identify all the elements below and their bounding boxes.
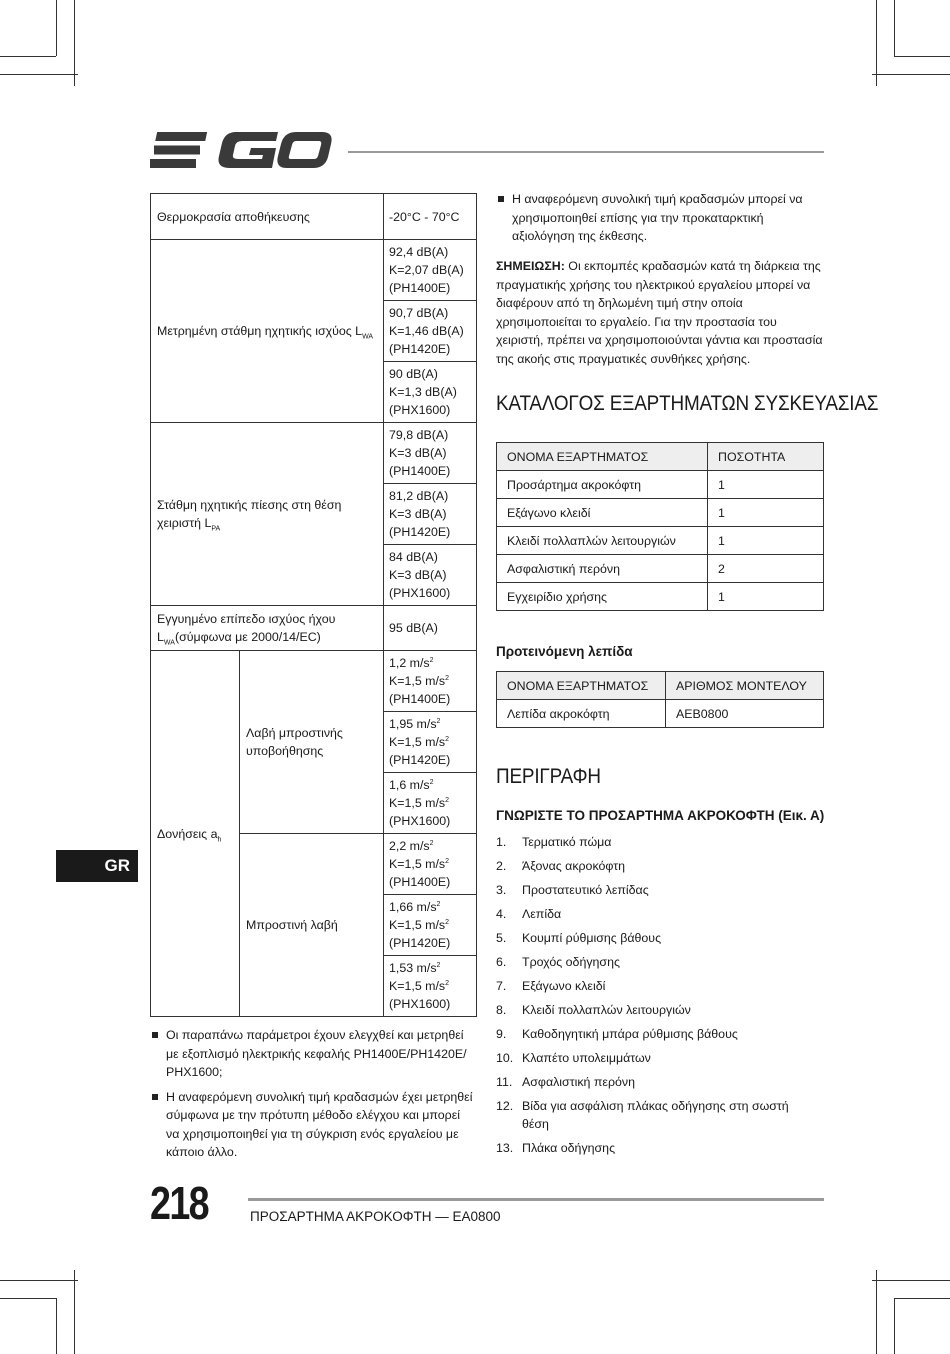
crop-mark xyxy=(56,0,57,56)
crop-mark xyxy=(894,1298,950,1299)
table-header-row xyxy=(497,672,824,700)
column-header: ΠΟΣΟΤΗΤΑ xyxy=(708,443,824,471)
spec-value: 79,8 dB(A) K=3 dB(A) (PH1400E) xyxy=(384,423,477,484)
spec-value: 84 dB(A) K=3 dB(A) (PHX1600) xyxy=(384,545,477,606)
table-cell: Εγχειρίδιο χρήσης xyxy=(497,583,708,611)
parts-list xyxy=(496,833,816,1163)
note-label: ΣΗΜΕΙΩΣΗ: xyxy=(496,259,565,273)
table-row xyxy=(151,240,477,301)
table-cell: Ασφαλιστική περόνη xyxy=(497,555,708,583)
crop-mark xyxy=(0,1280,78,1281)
list-item-text: Τροχός οδήγησης xyxy=(522,955,620,969)
spec-value: 90 dB(A) K=1,3 dB(A) (PHX1600) xyxy=(384,362,477,423)
list-item-number: 4. xyxy=(496,907,507,921)
table-row xyxy=(151,606,477,651)
spec-value: 1,53 $m/s^2$ K=1,5 $m/s^2$ (PHX1600) xyxy=(384,956,477,1017)
crop-mark xyxy=(0,74,78,75)
table-row xyxy=(151,423,477,484)
list-item-number: 5. xyxy=(496,931,507,945)
list-item-text: Προστατευτικό λεπίδας xyxy=(522,883,649,897)
column-header: ΑΡΙΘΜΟΣ ΜΟΝΤΕΛΟΥ xyxy=(666,672,824,700)
description-subtitle: ΓΝΩΡΙΣΤΕ ΤΟ ΠΡΟΣΑΡΤΗΜΑ ΑΚΡΟΚΟΦΤΗ (Εικ. Α) xyxy=(496,808,825,823)
list-item: Η αναφερόμενη συνολική τιμή κραδασμών έχει μετρηθεί σύμφωνα με την πρότυπη μέθοδο ελέγχου και μπορεί να χρησιμοποιηθεί για τη σύγκριση ενός εργαλείου με κάποιο άλλο. xyxy=(150,1088,475,1162)
list-item xyxy=(496,833,816,851)
spec-value: -20°C - 70°C xyxy=(384,194,477,240)
spec-value: 1,6 $m/s^2$ K=1,5 $m/s^2$ (PHX1600) xyxy=(384,773,477,834)
packing-list-title: ΚΑΤΑΛΟΓΟΣ ΕΞΑΡΤΗΜΑΤΩΝ ΣΥΣΚΕΥΑΣΙΑΣ xyxy=(496,392,879,415)
list-item xyxy=(496,1025,816,1043)
crop-mark xyxy=(872,1280,950,1281)
list-item xyxy=(496,905,816,923)
list-item-number: 10. xyxy=(496,1051,514,1065)
spec-label: Μετρημένη στάθμη ηχητικής ισχύος $L_{WA}$ xyxy=(151,240,384,423)
table-header-row xyxy=(497,443,824,471)
list-item-text: Άξονας ακροκόφτη xyxy=(522,859,626,873)
table-cell: 2 xyxy=(708,555,824,583)
spec-value: 2,2 $m/s^2$ K=1,5 $m/s^2$ (PH1400E) xyxy=(384,834,477,895)
table-cell: Κλειδί πολλαπλών λειτουργιών xyxy=(497,527,708,555)
language-tab: GR xyxy=(56,850,138,882)
column-header: ΟΝΟΜΑ ΕΞΑΡΤΗΜΑΤΟΣ xyxy=(497,443,708,471)
table-row xyxy=(497,471,824,499)
footer-rule xyxy=(248,1198,824,1201)
spec-sublabel: Λαβή μπροστινής υποβοήθησης xyxy=(240,651,384,834)
list-item-number: 1. xyxy=(496,835,507,849)
spec-label: Δονήσεις $a_h$ xyxy=(151,651,240,1017)
list-item-text: Λεπίδα xyxy=(522,907,562,921)
table-cell: 1 xyxy=(708,499,824,527)
spec-value: 81,2 dB(A) K=3 dB(A) (PH1420E) xyxy=(384,484,477,545)
list-item-number: 12. xyxy=(496,1099,514,1113)
footer-title: ΠΡΟΣΑΡΤΗΜΑ ΑΚΡΟΚΟΦΤΗ — EA0800 xyxy=(250,1209,501,1224)
list-item xyxy=(496,881,816,899)
spec-value: 1,2 $m/s^2$ K=1,5 $m/s^2$ (PH1400E) xyxy=(384,651,477,712)
list-item xyxy=(496,1073,816,1091)
crop-mark xyxy=(894,1298,895,1354)
list-item xyxy=(496,1139,816,1157)
page-number: 218 xyxy=(150,1177,209,1229)
list-item-text: Τερματικό πώμα xyxy=(522,835,612,849)
table-cell: Λεπίδα ακροκόφτη xyxy=(497,700,666,728)
list-item-number: 9. xyxy=(496,1027,507,1041)
list-item xyxy=(496,1049,816,1067)
list-item: Η αναφερόμενη συνολική τιμή κραδασμών μπορεί να χρησιμοποιηθεί επίσης για την προκαταρκτική αξιολόγηση της έκθεσης. xyxy=(496,190,816,246)
crop-mark xyxy=(872,74,950,75)
table-cell: 1 xyxy=(708,583,824,611)
table-cell: Εξάγωνο κλειδί xyxy=(497,499,708,527)
crop-mark xyxy=(0,56,56,57)
list-item-number: 6. xyxy=(496,955,507,969)
list-item xyxy=(496,977,816,995)
description-title: ΠΕΡΙΓΡΑΦΗ xyxy=(496,765,601,788)
table-row xyxy=(497,700,824,728)
list-item: Οι παραπάνω παράμετροι έχουν ελεγχθεί και μετρηθεί με εξοπλισμό ηλεκτρικής κεφαλής PH1400E/PH1420E/ PHX1600; xyxy=(150,1026,475,1082)
blade-title: Προτεινόμενη λεπίδα xyxy=(496,644,633,659)
spec-value: 90,7 dB(A) K=1,46 dB(A) (PH1420E) xyxy=(384,301,477,362)
table-row xyxy=(151,651,477,712)
crop-mark xyxy=(876,1270,877,1354)
spec-label: Εγγυημένο επίπεδο ισχύος ήχου $L_{WA}(\sigma ύ\mu\varphi\omega\nu\alpha$ με 2000/14/EC) xyxy=(151,606,384,651)
column-header: ΟΝΟΜΑ ΕΞΑΡΤΗΜΑΤΟΣ xyxy=(497,672,666,700)
list-item-number: 7. xyxy=(496,979,507,993)
spec-label: Θερμοκρασία αποθήκευσης xyxy=(151,194,384,240)
list-item xyxy=(496,857,816,875)
list-item-text: Ασφαλιστική περόνη xyxy=(522,1075,635,1089)
list-item-number: 2. xyxy=(496,859,507,873)
list-item xyxy=(496,1097,816,1133)
table-cell: Προσάρτημα ακροκόφτη xyxy=(497,471,708,499)
crop-mark xyxy=(56,1298,57,1354)
blade-table xyxy=(496,671,824,728)
table-row xyxy=(151,194,477,240)
spec-sublabel: Μπροστινή λαβή xyxy=(240,834,384,1017)
table-cell: AEB0800 xyxy=(666,700,824,728)
list-item-text: Πλάκα οδήγησης xyxy=(522,1141,616,1155)
list-item xyxy=(496,953,816,971)
list-item-text: Κλαπέτο υπολειμμάτων xyxy=(522,1051,651,1065)
header-rule xyxy=(348,151,824,153)
packing-list-table xyxy=(496,442,824,611)
note-paragraph xyxy=(496,257,824,368)
crop-mark xyxy=(894,0,895,56)
left-bullet-list xyxy=(150,1026,475,1168)
ego-logo xyxy=(150,128,332,172)
spec-value: 95 dB(A) xyxy=(384,606,477,651)
table-row xyxy=(497,583,824,611)
list-item-text: Εξάγωνο κλειδί xyxy=(522,979,606,993)
list-item-text: Βίδα για ασφάλιση πλάκας οδήγησης στη σωστή θέση xyxy=(522,1099,789,1131)
note-text: Οι εκπομπές κραδασμών κατά τη διάρκεια της πραγματικής χρήσης του ηλεκτρικού εργαλείου μπορεί να διαφέρουν από τη δηλωμένη τιμή στην οποία χρησιμοποιείται το εργαλείο. Για την προστασία του χειριστή, πρέπει να χρησιμοποιούνται γάντια και προστασία της ακοής στις πραγματικές συνθήκες χρήσης. xyxy=(496,259,823,366)
list-item xyxy=(496,929,816,947)
list-item-number: 13. xyxy=(496,1141,514,1155)
list-item-text: Κουμπί ρύθμισης βάθους xyxy=(522,931,662,945)
spec-value: 1,66 $m/s^2$ K=1,5 $m/s^2$ (PH1420E) xyxy=(384,895,477,956)
list-item-text: Κλειδί πολλαπλών λειτουργιών xyxy=(522,1003,691,1017)
spec-table xyxy=(150,193,477,1017)
table-cell: 1 xyxy=(708,471,824,499)
logo-text: EGO xyxy=(150,128,153,129)
list-item-number: 8. xyxy=(496,1003,507,1017)
right-bullet-list xyxy=(496,190,816,252)
list-item-text: Καθοδηγητική μπάρα ρύθμισης βάθους xyxy=(522,1027,738,1041)
table-cell: 1 xyxy=(708,527,824,555)
crop-mark xyxy=(0,1298,56,1299)
list-item-number: 3. xyxy=(496,883,507,897)
spec-label: Στάθμη ηχητικής πίεσης στη θέση χειριστή $L_{PA}$ xyxy=(151,423,384,606)
table-row xyxy=(497,555,824,583)
spec-value: 92,4 dB(A) K=2,07 dB(A) (PH1400E) xyxy=(384,240,477,301)
table-row xyxy=(497,527,824,555)
list-item xyxy=(496,1001,816,1019)
list-item-number: 11. xyxy=(496,1075,513,1089)
table-row xyxy=(497,499,824,527)
spec-value: 1,95 $m/s^2$ K=1,5 $m/s^2$ (PH1420E) xyxy=(384,712,477,773)
crop-mark xyxy=(894,56,950,57)
crop-mark xyxy=(74,1270,75,1354)
